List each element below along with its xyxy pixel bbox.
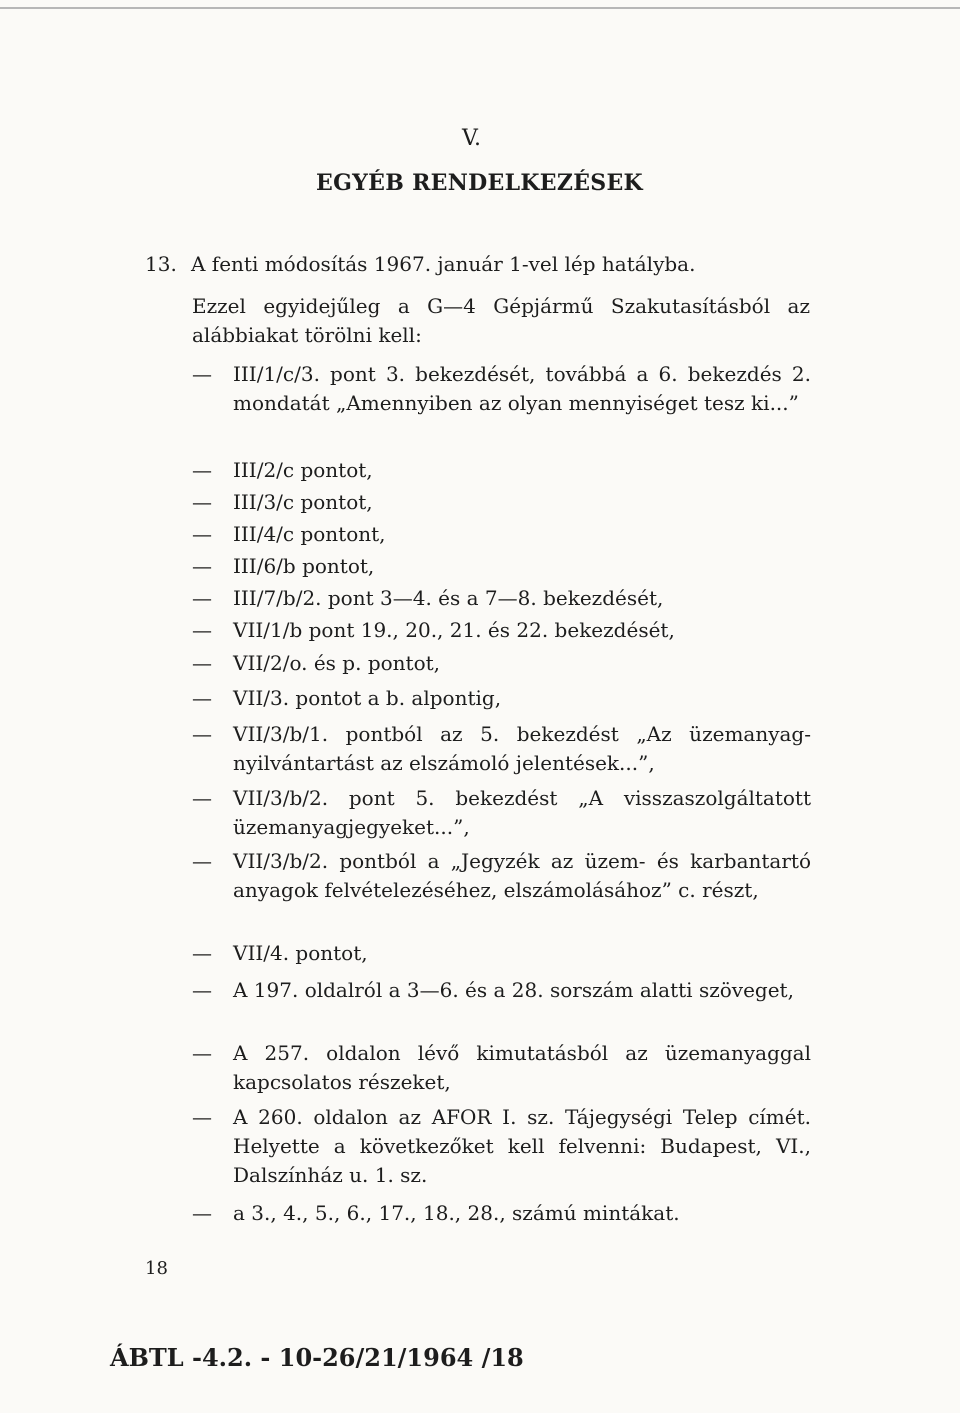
list-dash: — <box>192 554 212 578</box>
section-number: V. <box>462 126 482 151</box>
list-item: A 257. oldalon lévő kimutatásból az üzemanyaggal kapcsolatos részeket, <box>233 1041 811 1094</box>
archive-reference: ÁBTL -4.2. - 10-26/21/1964 /18 <box>110 1343 524 1372</box>
list-dash: — <box>192 1105 212 1129</box>
list-dash: — <box>192 941 212 965</box>
list-item: a 3., 4., 5., 6., 17., 18., 28., számú mintákat. <box>233 1201 680 1225</box>
list-dash: — <box>192 1041 212 1065</box>
paragraph-text: A fenti módosítás 1967. január 1-vel lép hatályba. <box>191 252 696 276</box>
list-item: A 197. oldalról a 3—6. és a 28. sorszám alatti szöveget, <box>233 978 794 1002</box>
list-item: III/6/b pontot, <box>233 554 375 578</box>
paragraph-number: 13. <box>145 252 177 276</box>
list-dash: — <box>192 618 212 642</box>
list-dash: — <box>192 686 212 710</box>
list-dash: — <box>192 458 212 482</box>
list-dash: — <box>192 362 212 386</box>
list-dash: — <box>192 978 212 1002</box>
list-dash: — <box>192 586 212 610</box>
page-number: 18 <box>145 1258 168 1279</box>
section-heading: EGYÉB RENDELKEZÉSEK <box>316 170 643 196</box>
list-item: VII/2/o. és p. pontot, <box>233 651 441 675</box>
list-dash: — <box>192 651 212 675</box>
list-item: III/4/c pontont, <box>233 522 386 546</box>
list-item: VII/3/b/2. pontból a „Jegyzék az üzem- és karbantartó anyagok felvételezéséhez, elszámolásához” c. részt, <box>233 849 811 902</box>
top-rule <box>0 7 960 9</box>
list-item: A 260. oldalon az AFOR I. sz. Tájegységi Telep címét. Helyette a következőket kell felvenni: Budapest, VI., Dalszínház u. 1. sz. <box>233 1105 811 1187</box>
list-item: III/2/c pontot, <box>233 458 373 482</box>
list-item: VII/4. pontot, <box>233 941 368 965</box>
list-item: III/3/c pontot, <box>233 490 373 514</box>
list-dash: — <box>192 522 212 546</box>
paragraph-13 <box>145 252 695 276</box>
list-item: VII/3. pontot a b. alpontig, <box>233 686 502 710</box>
list-dash: — <box>192 490 212 514</box>
list-item: III/1/c/3. pont 3. bekezdését, továbbá a 6. bekezdés 2. mondatát „Amennyiben az olyan mennyiséget tesz ki...” <box>233 362 811 415</box>
list-dash: — <box>192 786 212 810</box>
list-item: VII/1/b pont 19., 20., 21. és 22. bekezdését, <box>233 618 675 642</box>
intro-text: Ezzel egyidejűleg a G—4 Gépjármű Szakutasításból az alábbiakat törölni kell: <box>192 294 810 347</box>
list-item: VII/3/b/1. pontból az 5. bekezdést „Az üzemanyag-nyilvántartást az elszámoló jelentések...”, <box>233 722 811 775</box>
list-item: VII/3/b/2. pont 5. bekezdést „A visszaszolgáltatott üzemanyagjegyeket...”, <box>233 786 811 839</box>
list-dash: — <box>192 722 212 746</box>
list-dash: — <box>192 1201 212 1225</box>
list-item: III/7/b/2. pont 3—4. és a 7—8. bekezdését, <box>233 586 664 610</box>
list-dash: — <box>192 849 212 873</box>
